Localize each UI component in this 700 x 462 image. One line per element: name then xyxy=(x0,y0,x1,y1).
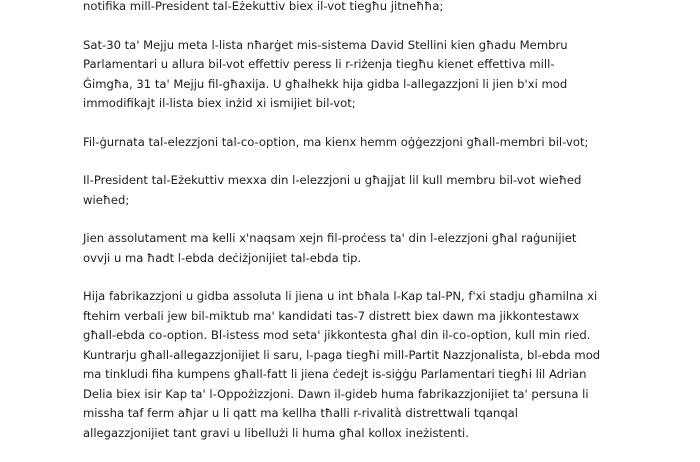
paragraph: Hija fabrikazzjoni u gidba assoluta li jiena u int bħala l-Kap tal-PN, f'xi stadju għamilna xi ftehim verbali jew bil-miktub ma' kandidati tas-7 distrett biex dawn ma jikkontestawx għall-ebda co-option. Bl-istess mod seta' jikkontesta għal din il-co-option, kull min ried. Kuntrarju għall-allegazzjonijiet li saru, l-paga tiegħi mill-Partit Nazzjonalista, bl-ebda mod ma tinkludi fiha kumpens għall-fatt li jiena ċedejt is-siġġu Parlamentari tiegħi lil Adrian Delia biex isir Kap ta' l-Oppożizzjoni. Dawn il-gideb huma fabrikazzjonijiet ta' persuna li missha taf ferm aħjar u li qatt ma kellha tħalli r-rivalità distrettwali tqanqal allegazzjonijiet tant gravi u libellużi li huma għal kollox ineżistenti. xyxy=(83,289,601,440)
paragraph: notifika mill-President tal-Eżekuttiv biex il-vot tiegħu jitneħħa; xyxy=(83,0,444,13)
paragraph: Sat-30 ta' Mejju meta l-lista nħarġet mis-sistema David Stellini kien għadu Membru Parlamentari u allura bil-vot effettiv peress li r-riżenja tiegħu kienet effettiva mill- Ġimgħa, 31 ta' Mejju fil-għaxija. U għalhekk hija gidba l-allegazzjoni li jien b'xi mod immodifikajt il-lista biex inżid xi ismijiet bil-vot; xyxy=(83,37,568,110)
paragraph: Jien assolutament ma kelli x'naqsam xejn fil-proċess ta' din l-elezzjoni għal raġunijiet ovvji u ma ħadt l-ebda deċiżjonijiet tal-ebda tip. xyxy=(83,231,577,265)
paragraph: Fil-ġurnata tal-elezzjoni tal-co-option, ma kienx hemm oġġezzjoni għall-membri bil-vot; xyxy=(83,134,589,149)
letter-body xyxy=(83,0,683,462)
paragraph: Il-President tal-Eżekuttiv mexxa din l-elezzjoni u għajjat lil kull membru bil-vot wieħed wieħed; xyxy=(83,173,582,207)
